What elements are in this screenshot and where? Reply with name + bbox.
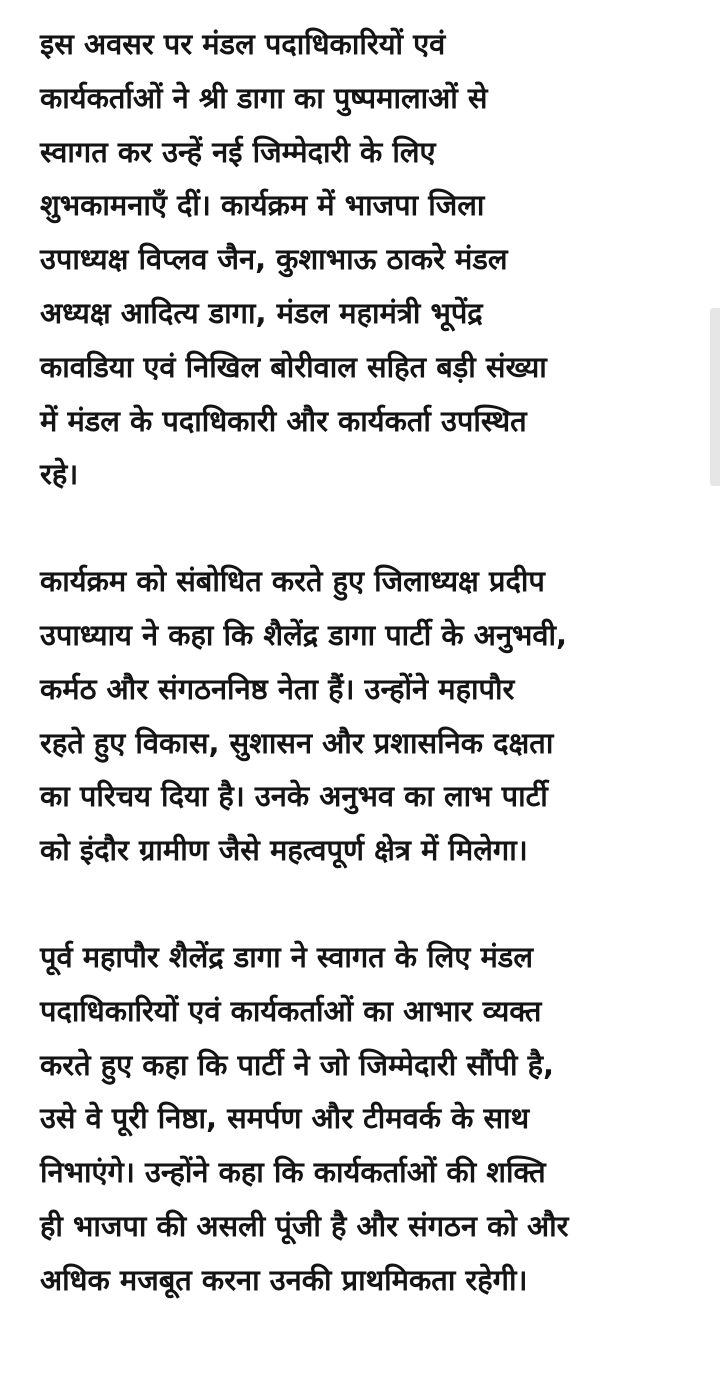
text-line: कार्यक्रम को संबोधित करते हुए जिलाध्यक्ष प्रदीप: [40, 564, 545, 599]
text-line: शुभकामनाएँ दीं। कार्यक्रम में भाजपा जिला: [40, 188, 485, 223]
text-line: का परिचय दिया है। उनके अनुभव का लाभ पार्टी: [40, 779, 548, 814]
text-line: निभाएंगे। उन्होंने कहा कि कार्यकर्ताओं की शक्ति: [40, 1155, 546, 1190]
text-line: इस अवसर पर मंडल पदाधिकारियों एवं: [40, 27, 446, 61]
text-line: अधिक मजबूत करना उनकी प्राथमिकता रहेगी।: [40, 1262, 528, 1297]
text-line: कार्यकर्ताओं ने श्री डागा का पुष्पमालाओं से: [40, 80, 488, 115]
text-line: पूर्व महापौर शैलेंद्र डागा ने स्वागत के लिए मंडल: [40, 939, 533, 974]
text-line: रहते हुए विकास, सुशासन और प्रशासनिक दक्षता: [40, 725, 554, 760]
paragraph-3: [40, 931, 700, 1308]
text-line: में मंडल के पदाधिकारी और कार्यकर्ता उपस्थित: [40, 403, 527, 438]
text-line: ही भाजपा की असली पूंजी है और संगठन को और: [40, 1208, 569, 1243]
text-line: कर्मठ और संगठननिष्ठ नेता हैं। उन्होंने महापौर: [40, 671, 515, 706]
text-line: रहे।: [40, 457, 79, 492]
text-line: करते हुए कहा कि पार्टी ने जो जिम्मेदारी सौंपी है,: [40, 1047, 555, 1082]
scrollbar-thumb[interactable]: [710, 308, 720, 486]
text-line: उपाध्यक्ष विप्लव जैन, कुशाभाऊ ठाकरे मंडल: [40, 242, 508, 277]
text-line: को इंदौर ग्रामीण जैसे महत्वपूर्ण क्षेत्र में मिलेगा।: [40, 833, 528, 868]
text-line: पदाधिकारियों एवं कार्यकर्ताओं का आभार व्यक्त: [40, 993, 542, 1028]
text-line: स्वागत कर उन्हें नई जिम्मेदारी के लिए: [40, 134, 436, 169]
paragraph-2: [40, 555, 700, 878]
text-line: उपाध्याय ने कहा कि शैलेंद्र डागा पार्टी के अनुभवी,: [40, 617, 568, 652]
text-line: अध्यक्ष आदित्य डागा, मंडल महामंत्री भूपेंद्र: [40, 295, 483, 330]
article-body: [40, 18, 700, 1308]
text-line: कावडिया एवं निखिल बोरीवाल सहित बड़ी संख्या: [40, 349, 547, 384]
paragraph-1: [40, 18, 700, 502]
text-line: उसे वे पूरी निष्ठा, समर्पण और टीमवर्क के साथ: [40, 1101, 530, 1136]
